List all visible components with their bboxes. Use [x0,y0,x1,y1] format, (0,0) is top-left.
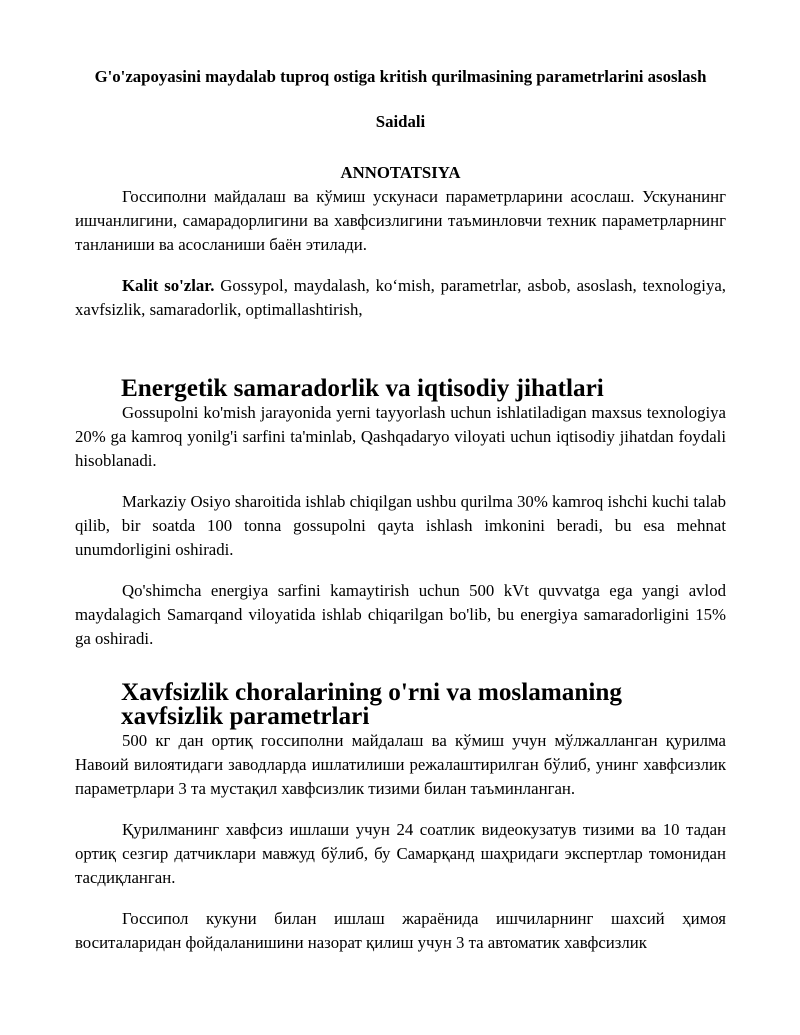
energy-paragraph-1: Gossupolni ko'mish jarayonida yerni tayyorlash uchun ishlatiladigan maxsus texnologiya 20% ga kamroq yonilg'i sarfini ta'minlab, Qashqadaryo viloyati uchun iqtisodiy jihatdan foydali hisoblanadi. [75,403,726,470]
safety-paragraph-2: Қурилманинг хавфсиз ишлаши учун 24 соатлик видеокузатув тизими ва 10 тадан ортиқ сезгир датчиклари мавжуд бўлиб, бу Самарқанд шаҳридаги экспертлар томонидан тасдиқланган. [75,820,726,887]
page-content [75,65,726,955]
energy-paragraph-3: Qo'shimcha energiya sarfini kamaytirish uchun 500 kVt quvvatga ega yangi avlod maydalagich Samarqand viloyatida ishlab chiqarilgan bo'lib, bu energiya samaradorligini 15% ga oshiradi. [75,581,726,648]
keywords-text: Gossypol, maydalash, ko‘mish, parametrlar, asbob, asoslash, texnologiya, xavfsizlik, samaradorlik, optimallashtirish, [75,276,726,319]
section-heading-energy: Energetik samaradorlik va iqtisodiy jihatlari [121,375,604,402]
section-heading-safety: Xavfsizlik choralarining o'rni va moslamaning xavfsizlik parametrlari [121,679,622,730]
safety-paragraph-3: Госсипол кукуни билан ишлаш жараёнида ишчиларнинг шахсий ҳимоя воситаларидан фойдаланишини назорат қилиш учун 3 та автоматик хавфсизлик [75,909,726,952]
energy-paragraph-2: Markaziy Osiyo sharoitida ishlab chiqilgan ushbu qurilma 30% kamroq ishchi kuchi talab qilib, bir soatda 100 tonna gossupolni qayta ishlash imkonini beradi, bu esa mehnat unumdorligini oshiradi. [75,492,726,559]
annotation-heading: ANNOTATSIYA [340,163,461,182]
document-title: G'o'zapoyasini maydalab tuproq ostiga kritish qurilmasining parametrlarini asoslash [94,67,707,86]
keywords-paragraph [75,274,726,322]
safety-paragraph-1: 500 кг дан ортиқ госсиполни майдалаш ва кўмиш учун мўлжалланган қурилма Навоий вилоятидаги заводларда ишлатилиши режалаштирилган бўлиб, унинг хавфсизлик параметрлари 3 та мустақил хавфсизлик тизими билан таъминланган. [75,731,726,798]
annotation-text: Госсиполни майдалаш ва кўмиш ускунаси параметрларини асослаш. Ускунанинг ишчанлигини, самарадорлигини ва хавфсизлигини таъминловчи техник параметрларнинг танланиши ва асосланиши баён этилади. [75,187,726,254]
keywords-label: Kalit so'zlar. [122,276,215,295]
author-name: Saidali [375,112,426,131]
